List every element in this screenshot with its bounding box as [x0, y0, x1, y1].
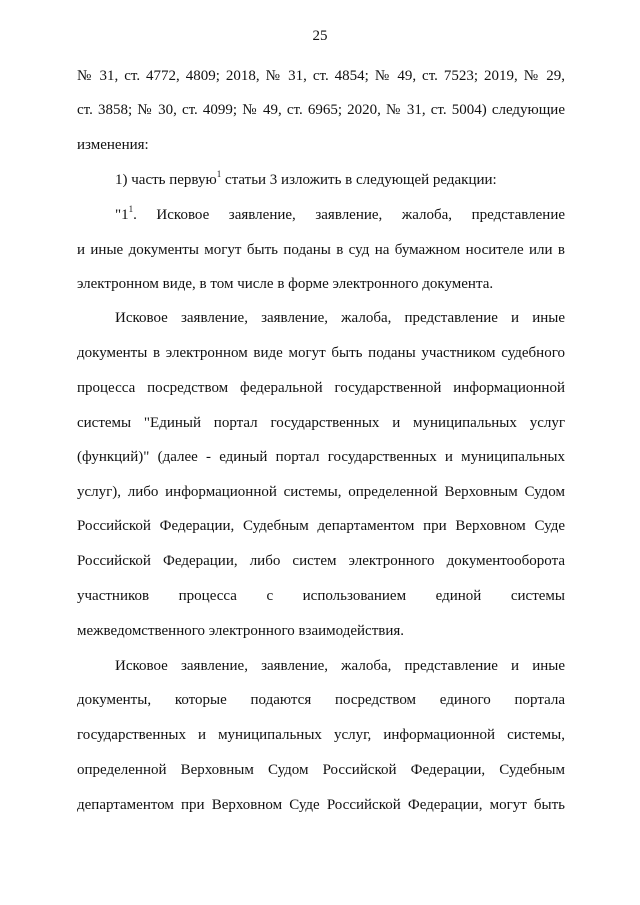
text-line	[115, 170, 565, 190]
text-segment: процесса посредством федеральной государственной информационной	[77, 380, 565, 396]
text-line	[77, 240, 565, 260]
text-segment: 1) часть первую	[115, 172, 217, 188]
text-line	[115, 308, 565, 328]
text-segment: изменения:	[77, 137, 149, 153]
text-segment: . Исковое заявление, заявление, жалоба, представление	[133, 207, 565, 223]
text-line	[77, 274, 565, 294]
page-number: 25	[312, 28, 328, 44]
text-line	[77, 66, 565, 86]
text-line	[77, 551, 565, 571]
text-line	[77, 586, 565, 606]
text-line	[77, 621, 565, 641]
text-segment: Российской Федерации, Судебным департаментом при Верховном Суде	[77, 518, 565, 534]
text-line	[77, 690, 565, 710]
text-segment: Российской Федерации, либо систем электронного документооборота	[77, 553, 565, 569]
text-segment: ст. 3858; № 30, ст. 4099; № 49, ст. 6965; 2020, № 31, ст. 5004) следующие	[77, 102, 565, 118]
superscript: 1	[128, 204, 134, 214]
superscript: 1	[216, 169, 222, 179]
text-segment: и иные документы могут быть поданы в суд на бумажном носителе или в	[77, 242, 565, 258]
text-line	[115, 656, 565, 676]
text-line	[77, 378, 565, 398]
text-segment: документы, которые подаются посредством единого портала	[77, 692, 565, 708]
text-line	[77, 795, 565, 815]
text-line	[77, 447, 565, 467]
text-segment: № 31, ст. 4772, 4809; 2018, № 31, ст. 4854; № 49, ст. 7523; 2019, № 29,	[77, 68, 565, 84]
text-segment: Исковое заявление, заявление, жалоба, представление и иные	[115, 310, 565, 326]
text-segment: государственных и муниципальных услуг, информационной системы,	[77, 727, 565, 743]
text-line	[77, 760, 565, 780]
text-segment: участников процесса с использованием единой системы	[77, 588, 565, 604]
text-line	[115, 205, 565, 225]
text-segment: Исковое заявление, заявление, жалоба, представление и иные	[115, 658, 565, 674]
text-segment: (функций)" (далее - единый портал государственных и муниципальных	[77, 449, 565, 465]
text-line	[77, 516, 565, 536]
text-segment: системы "Единый портал государственных и муниципальных услуг	[77, 415, 565, 431]
text-segment: департаментом при Верховном Суде Российской Федерации, могут быть	[77, 797, 565, 813]
text-segment: статьи 3 изложить в следующей редакции:	[221, 172, 497, 188]
text-line	[77, 100, 565, 120]
text-segment: межведомственного электронного взаимодействия.	[77, 623, 405, 639]
text-line	[77, 343, 565, 363]
text-line	[77, 413, 565, 433]
text-line	[77, 135, 565, 155]
text-segment: услуг), либо информационной системы, определенной Верховным Судом	[77, 484, 565, 500]
text-segment: "1	[115, 207, 129, 223]
text-segment: документы в электронном виде могут быть поданы участником судебного	[77, 345, 565, 361]
text-segment: определенной Верховным Судом Российской Федерации, Судебным	[77, 762, 565, 778]
text-segment: электронном виде, в том числе в форме электронного документа.	[77, 276, 494, 292]
text-line	[77, 725, 565, 745]
text-line	[77, 482, 565, 502]
